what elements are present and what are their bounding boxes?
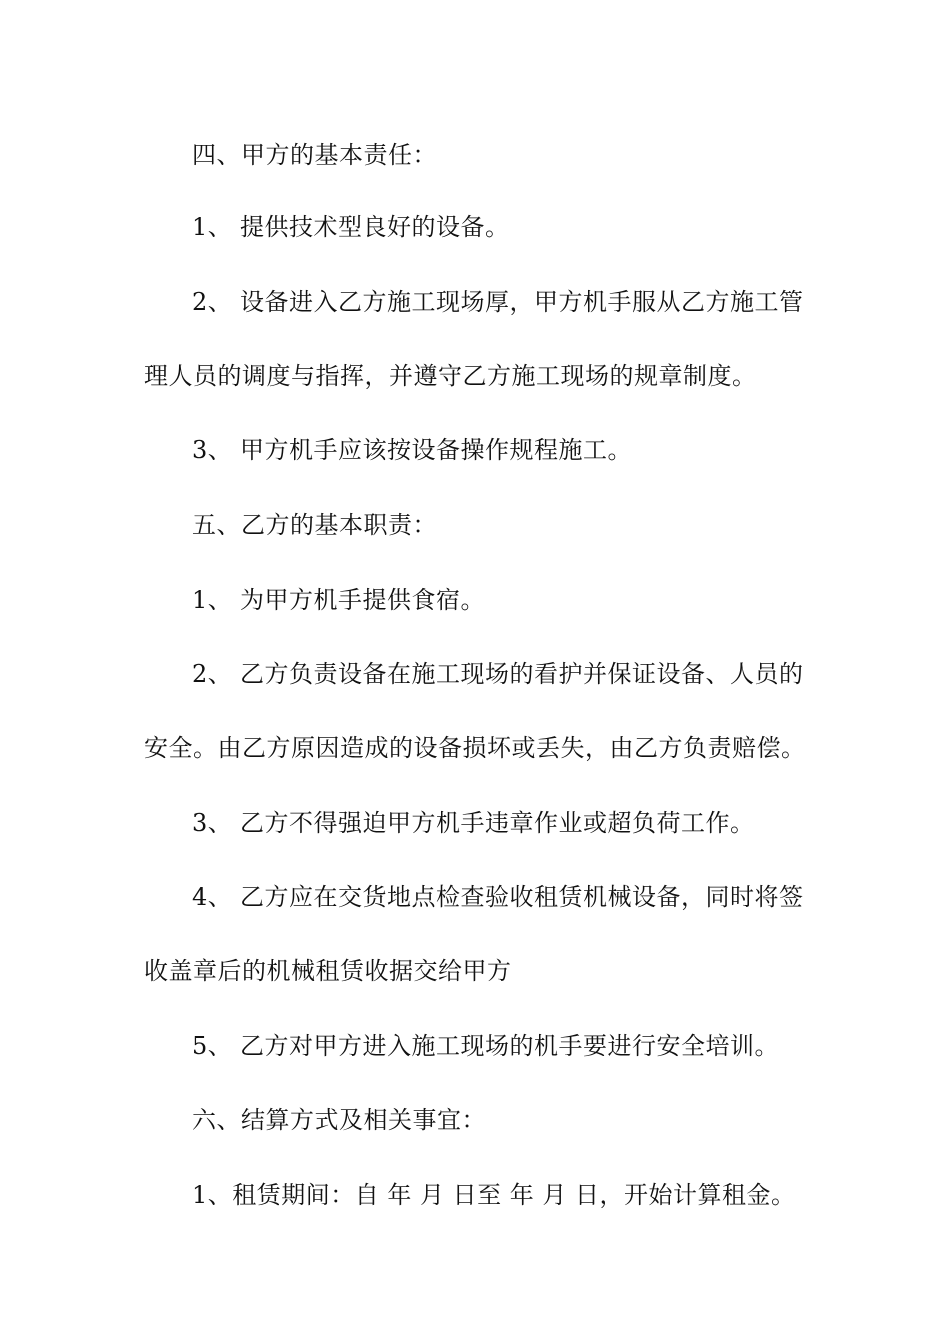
section-five-item-4 <box>192 882 824 912</box>
section-four-item-3 <box>192 435 824 465</box>
section-four-heading: 四、甲方的基本责任： <box>192 141 437 169</box>
item-number: 1、 <box>192 586 233 614</box>
section-four-item-2 <box>192 287 824 317</box>
item-number: 5、 <box>192 1032 233 1060</box>
section-four-item-1 <box>192 212 824 242</box>
item-text: 乙方负责设备在施工现场的看护并保证设备、人员的 <box>240 660 804 688</box>
item-number: 2、 <box>192 288 233 316</box>
section-six-heading: 六、结算方式及相关事宜： <box>192 1106 486 1134</box>
item-number: 1、 <box>192 213 233 241</box>
item-number: 3、 <box>192 809 233 837</box>
item-text: 提供技术型良好的设备。 <box>240 213 510 241</box>
section-four-item-2-continued: 理人员的调度与指挥，并遵守乙方施工现场的规章制度。 <box>144 362 757 390</box>
section-five-heading: 五、乙方的基本职责： <box>192 511 437 539</box>
item-number: 3、 <box>192 436 233 464</box>
item-text: 设备进入乙方施工现场厚，甲方机手服从乙方施工管 <box>240 288 804 316</box>
section-five-item-2-continued: 安全。由乙方原因造成的设备损坏或丢失，由乙方负责赔偿。 <box>144 734 806 762</box>
item-number: 2、 <box>192 660 233 688</box>
item-number: 4、 <box>192 883 233 911</box>
item-text: 乙方应在交货地点检查验收租赁机械设备，同时将签 <box>240 883 804 911</box>
section-five-item-2 <box>192 659 824 689</box>
item-text: 乙方对甲方进入施工现场的机手要进行安全培训。 <box>240 1032 779 1060</box>
section-five-item-3 <box>192 808 824 838</box>
item-text: 甲方机手应该按设备操作规程施工。 <box>240 436 632 464</box>
section-five-item-1 <box>192 585 824 615</box>
item-text: 为甲方机手提供食宿。 <box>240 586 485 614</box>
section-five-item-5 <box>192 1031 824 1061</box>
section-five-item-4-continued: 收盖章后的机械租赁收据交给甲方 <box>144 957 512 985</box>
section-six-item-1: 1、租赁期间：自 年 月 日至 年 月 日，开始计算租金。 <box>192 1181 796 1209</box>
item-text: 乙方不得强迫甲方机手违章作业或超负荷工作。 <box>240 809 755 837</box>
